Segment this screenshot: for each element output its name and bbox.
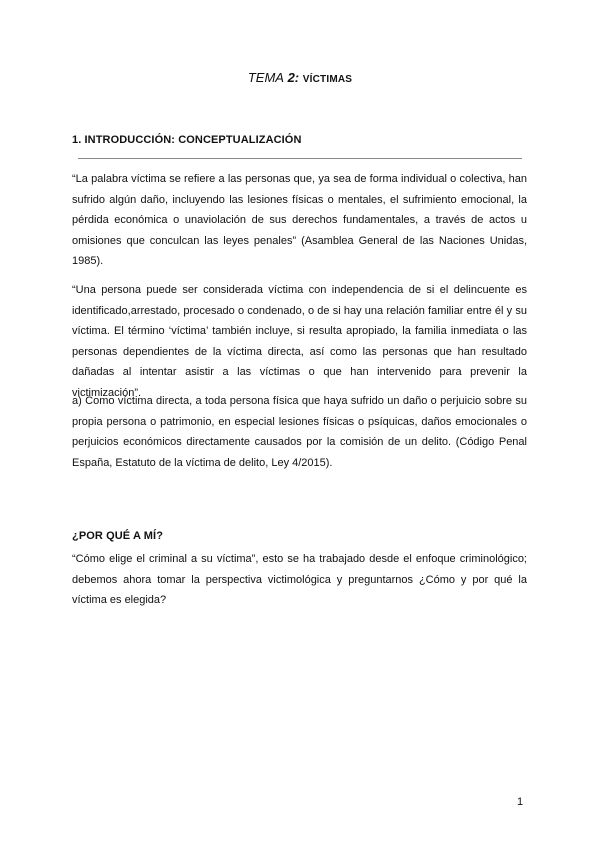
page-number: 1: [517, 796, 524, 808]
title-tema: TEMA: [247, 70, 284, 85]
paragraph-consideracion-victima: “Una persona puede ser considerada víctima con independencia de si el delincuente es identificado,arrestado, procesado o condenado, o de si hay una relación familiar entre él y su víctima. El término ‘víctima’ también incluye, si resulta apropiado, la familia inmediata o las personas dependientes de la víctima directa, así como las personas que han resultado dañadas al intentar asistir a las víctimas o que han intervenido para prevenir la victimización”.: [72, 284, 527, 399]
paragraph-definicion-onu: “La palabra víctima se refiere a las personas que, ya sea de forma individual o colectiva, han sufrido algún daño, incluyendo las lesiones físicas o mentales, el sufrimiento emocional, la pérdida económica o unaviolación de sus derechos fundamentales, a través de actos u omisiones que conculcan las leyes penales” (Asamblea General de las Naciones Unidas, 1985).: [72, 173, 527, 267]
section-heading-por-que-a-mi: ¿POR QUÉ A MÍ?: [72, 530, 164, 542]
paragraph-eleccion-victima: “Cómo elige el criminal a su víctima”, esto se ha trabajado desde el enfoque criminológico; debemos ahora tomar la perspectiva victimológica y preguntarnos ¿Cómo y por qué la víctima es elegida?: [72, 553, 527, 606]
paragraph-victima-directa: a) Como víctima directa, a toda persona física que haya sufrido un daño o perjuicio sobre su propia persona o patrimonio, en especial lesiones físicas o psíquicas, daños emocionales o perjuicios económicos directamente causados por la comisión de un delito. (Código Penal España, Estatuto de la víctima de delito, Ley 4/2015).: [72, 395, 527, 469]
title-victimas: VÍCTIMAS: [302, 74, 353, 85]
section-heading-introduccion: 1. INTRODUCCIÓN: CONCEPTUALIZACIÓN: [72, 134, 302, 146]
title-number: 2:: [287, 70, 300, 85]
horizontal-divider: [78, 158, 522, 159]
document-title: [0, 70, 600, 85]
